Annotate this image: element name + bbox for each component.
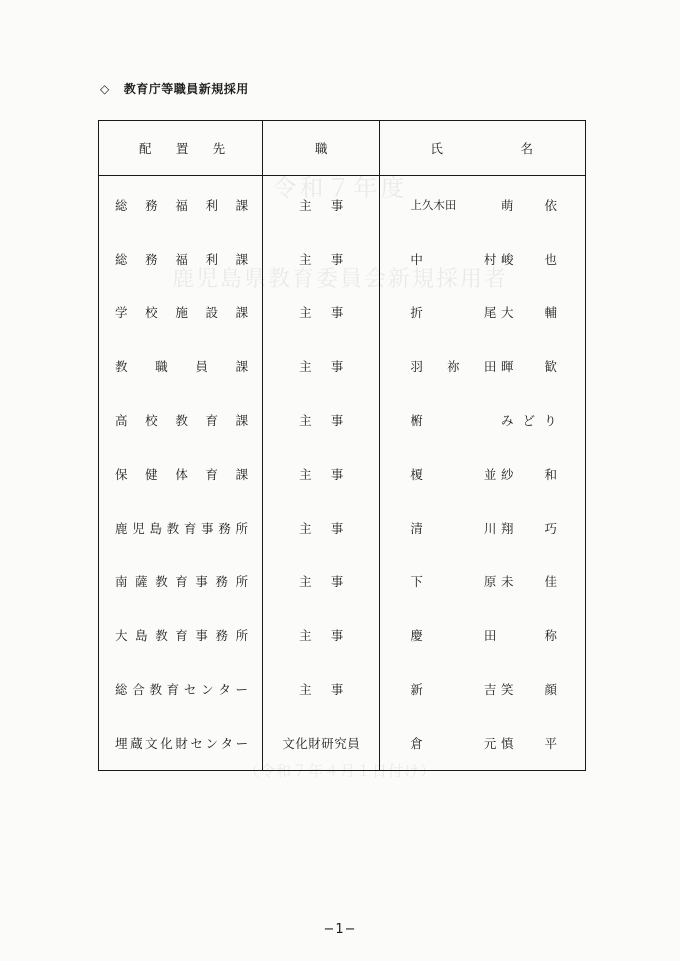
name-text bbox=[380, 519, 585, 537]
placement-text bbox=[115, 572, 248, 590]
char: 福 bbox=[175, 251, 188, 267]
char: 主 bbox=[299, 413, 312, 429]
placement-text bbox=[115, 303, 248, 321]
char: 原 bbox=[483, 574, 497, 590]
char: 主 bbox=[299, 520, 312, 536]
cell-placement bbox=[99, 608, 263, 662]
table-row bbox=[99, 501, 586, 555]
placement-text bbox=[115, 411, 248, 429]
table-row bbox=[99, 716, 586, 770]
char: 利 bbox=[205, 197, 218, 213]
char: 員 bbox=[195, 359, 208, 375]
staff-table bbox=[98, 120, 586, 771]
char: 折 bbox=[410, 305, 423, 321]
cell-post bbox=[263, 662, 380, 716]
char: ー bbox=[235, 735, 249, 751]
char: り bbox=[543, 413, 557, 429]
char: 暉 bbox=[501, 359, 514, 375]
post-text bbox=[299, 572, 343, 590]
char: 薩 bbox=[135, 574, 148, 590]
section-heading bbox=[100, 80, 249, 97]
char: 主 bbox=[299, 574, 312, 590]
surname bbox=[410, 626, 496, 644]
char: 事 bbox=[201, 520, 214, 536]
char: 輔 bbox=[544, 305, 557, 321]
char: 佳 bbox=[544, 574, 557, 590]
char: 設 bbox=[205, 305, 218, 321]
char: 利 bbox=[205, 251, 218, 267]
char: 育 bbox=[205, 466, 218, 482]
cell-name bbox=[380, 716, 586, 770]
name-text bbox=[380, 357, 585, 375]
char: 高 bbox=[115, 413, 128, 429]
cell-placement bbox=[99, 286, 263, 340]
char: 所 bbox=[235, 628, 249, 644]
surname bbox=[410, 411, 496, 429]
char: 尾 bbox=[483, 305, 497, 321]
char: 務 bbox=[215, 628, 228, 644]
table-body bbox=[99, 176, 586, 771]
given-name bbox=[501, 626, 557, 644]
char: 元 bbox=[483, 735, 497, 751]
surname: 上久木田 bbox=[410, 197, 457, 212]
char: 総 bbox=[115, 682, 128, 698]
char: 育 bbox=[205, 413, 218, 429]
char: 総 bbox=[115, 197, 128, 213]
cell-name bbox=[380, 501, 586, 555]
cell-name bbox=[380, 286, 586, 340]
cell-post bbox=[263, 176, 380, 232]
char: 萌 bbox=[501, 197, 514, 213]
char: ど bbox=[522, 413, 536, 429]
char: 学 bbox=[115, 305, 128, 321]
char: 課 bbox=[235, 466, 249, 482]
given-name bbox=[501, 196, 557, 214]
post-text bbox=[299, 465, 343, 483]
char: 置 bbox=[175, 141, 189, 156]
cell-placement bbox=[99, 662, 263, 716]
given-name bbox=[501, 250, 557, 268]
page-number: −1− bbox=[323, 922, 357, 937]
char: 大 bbox=[115, 628, 128, 644]
post-text bbox=[299, 626, 343, 644]
cell-name bbox=[380, 176, 586, 232]
char: セ bbox=[183, 682, 197, 698]
post-text bbox=[299, 196, 343, 214]
char: 事 bbox=[330, 251, 344, 267]
char: 事 bbox=[195, 574, 208, 590]
surname bbox=[410, 572, 496, 590]
char: 紗 bbox=[501, 466, 514, 482]
table-row bbox=[99, 176, 586, 232]
table-row bbox=[99, 662, 586, 716]
cell-post bbox=[263, 608, 380, 662]
name-text bbox=[380, 680, 585, 698]
placement-text bbox=[115, 519, 248, 537]
post-text bbox=[299, 357, 343, 375]
given-name bbox=[501, 519, 557, 537]
placement-text bbox=[115, 465, 248, 483]
char: 事 bbox=[330, 520, 344, 536]
char: 先 bbox=[212, 141, 226, 156]
table-row bbox=[99, 447, 586, 501]
char: 育 bbox=[166, 682, 180, 698]
char: 育 bbox=[183, 520, 197, 536]
char: ー bbox=[235, 682, 249, 698]
char: 課 bbox=[235, 359, 249, 375]
char: 務 bbox=[218, 520, 231, 536]
char: 事 bbox=[330, 305, 344, 321]
char: 体 bbox=[175, 466, 188, 482]
cell-post bbox=[263, 339, 380, 393]
char: 事 bbox=[195, 628, 208, 644]
char: 新 bbox=[410, 682, 423, 698]
char: 務 bbox=[145, 197, 158, 213]
char: 田 bbox=[483, 628, 497, 644]
char: 主 bbox=[299, 305, 312, 321]
cell-post bbox=[263, 501, 380, 555]
section-heading-text: 教育庁等職員新規採用 bbox=[123, 82, 249, 96]
cell-name bbox=[380, 232, 586, 286]
surname bbox=[410, 519, 496, 537]
placement-text bbox=[115, 680, 248, 698]
char: 課 bbox=[235, 305, 249, 321]
show-through-text-top: 令和７年度 bbox=[272, 174, 408, 202]
char: 育 bbox=[175, 574, 188, 590]
char: 育 bbox=[175, 628, 188, 644]
char: 財 bbox=[175, 735, 188, 751]
char: 化 bbox=[160, 735, 173, 751]
char: 課 bbox=[235, 251, 249, 267]
char: 主 bbox=[299, 682, 312, 698]
char: 健 bbox=[145, 466, 158, 482]
cell-post bbox=[263, 555, 380, 609]
char: 倉 bbox=[410, 735, 423, 751]
post-text bbox=[299, 519, 343, 537]
given-name bbox=[501, 303, 557, 321]
given-name bbox=[501, 572, 557, 590]
char: 事 bbox=[330, 466, 344, 482]
header-placement-label bbox=[139, 139, 225, 157]
table-row bbox=[99, 608, 586, 662]
char: 所 bbox=[235, 574, 249, 590]
char: 歓 bbox=[544, 359, 557, 375]
char: 並 bbox=[483, 466, 497, 482]
cell-placement bbox=[99, 501, 263, 555]
table-row bbox=[99, 232, 586, 286]
cell-post bbox=[263, 716, 380, 770]
char: 事 bbox=[330, 628, 344, 644]
placement-text bbox=[115, 196, 248, 214]
given-name bbox=[501, 465, 557, 483]
char: セ bbox=[190, 735, 203, 751]
char: 峻 bbox=[501, 251, 514, 267]
placement-text bbox=[115, 734, 248, 752]
surname bbox=[410, 250, 496, 268]
cell-post bbox=[263, 393, 380, 447]
cell-name bbox=[380, 339, 586, 393]
char: 教 bbox=[175, 413, 188, 429]
char: 慎 bbox=[501, 735, 514, 751]
cell-name bbox=[380, 608, 586, 662]
surname bbox=[410, 680, 496, 698]
cell-post bbox=[263, 447, 380, 501]
cell-name bbox=[380, 447, 586, 501]
char: 事 bbox=[330, 197, 344, 213]
surname bbox=[410, 357, 496, 375]
char: 慶 bbox=[410, 628, 423, 644]
char: 名 bbox=[520, 141, 533, 156]
surname bbox=[410, 734, 496, 752]
table-row bbox=[99, 393, 586, 447]
char: 南 bbox=[115, 574, 128, 590]
cell-post bbox=[263, 286, 380, 340]
header-name bbox=[380, 121, 586, 176]
char: 児 bbox=[132, 520, 145, 536]
char: 配 bbox=[139, 141, 152, 156]
char: 蔵 bbox=[130, 735, 143, 751]
cell-placement bbox=[99, 232, 263, 286]
char: 教 bbox=[155, 628, 168, 644]
given-name bbox=[501, 680, 557, 698]
placement-text bbox=[115, 357, 248, 375]
table-row bbox=[99, 555, 586, 609]
header-post: 職 bbox=[263, 121, 380, 176]
char: 主 bbox=[299, 628, 312, 644]
char: 課 bbox=[235, 197, 249, 213]
char: 顔 bbox=[544, 682, 557, 698]
show-through-text-title: 鹿児島県教育委員会新規採用者 bbox=[171, 267, 508, 292]
char: 祢 bbox=[447, 359, 460, 375]
char: 称 bbox=[544, 628, 557, 644]
placement-text bbox=[115, 250, 248, 268]
table-header-row bbox=[99, 121, 586, 176]
header-placement bbox=[99, 121, 263, 176]
cell-placement bbox=[99, 555, 263, 609]
name-text bbox=[380, 196, 585, 214]
name-text bbox=[380, 465, 585, 483]
post-text bbox=[299, 411, 343, 429]
char: 巧 bbox=[544, 520, 557, 536]
table-row bbox=[99, 286, 586, 340]
char: 教 bbox=[155, 574, 168, 590]
char: 施 bbox=[175, 305, 188, 321]
cell-name bbox=[380, 393, 586, 447]
char: 総 bbox=[115, 251, 128, 267]
char: タ bbox=[218, 682, 231, 698]
char: 島 bbox=[149, 520, 162, 536]
given-name bbox=[501, 357, 557, 375]
name-text bbox=[380, 303, 585, 321]
char: 事 bbox=[330, 413, 344, 429]
name-text bbox=[380, 734, 585, 752]
placement-text bbox=[115, 626, 248, 644]
char: 務 bbox=[145, 251, 158, 267]
show-through-text-bottom: （令和７年４月１日付け） bbox=[243, 762, 436, 780]
char: 笑 bbox=[501, 682, 514, 698]
cell-post bbox=[263, 232, 380, 286]
char: 吉 bbox=[483, 682, 497, 698]
char: ン bbox=[201, 682, 214, 698]
char: 務 bbox=[215, 574, 228, 590]
char: 榎 bbox=[410, 466, 423, 482]
char: 職 bbox=[155, 359, 168, 375]
cell-placement bbox=[99, 716, 263, 770]
char: 合 bbox=[132, 682, 145, 698]
char: 事 bbox=[330, 359, 344, 375]
char: 所 bbox=[235, 520, 249, 536]
cell-placement bbox=[99, 447, 263, 501]
char: 川 bbox=[483, 520, 497, 536]
char: み bbox=[501, 413, 515, 429]
char: 教 bbox=[149, 682, 162, 698]
char: 依 bbox=[544, 197, 557, 213]
char: 大 bbox=[501, 305, 514, 321]
char: 福 bbox=[175, 197, 188, 213]
name-text bbox=[380, 250, 585, 268]
cell-placement bbox=[99, 339, 263, 393]
given-name bbox=[501, 411, 557, 429]
char: 教 bbox=[166, 520, 180, 536]
char: 校 bbox=[145, 305, 158, 321]
char: 和 bbox=[544, 466, 557, 482]
char: 埋 bbox=[115, 735, 128, 751]
char: 氏 bbox=[430, 141, 443, 156]
char: 村 bbox=[483, 251, 497, 267]
post-text bbox=[299, 303, 343, 321]
cell-placement bbox=[99, 393, 263, 447]
char: 事 bbox=[330, 682, 344, 698]
char: 椨 bbox=[410, 413, 423, 429]
char: 羽 bbox=[410, 359, 423, 375]
char: 保 bbox=[115, 466, 128, 482]
char: 教 bbox=[115, 359, 128, 375]
table-row bbox=[99, 339, 586, 393]
cell-placement bbox=[99, 176, 263, 232]
char: 清 bbox=[410, 520, 423, 536]
char: 主 bbox=[299, 197, 312, 213]
char: 主 bbox=[299, 251, 312, 267]
char: ン bbox=[205, 735, 218, 751]
header-name-label bbox=[430, 139, 533, 157]
cell-name bbox=[380, 662, 586, 716]
char: タ bbox=[220, 735, 234, 751]
char: 平 bbox=[544, 735, 557, 751]
char: 田 bbox=[483, 359, 497, 375]
char: 鹿 bbox=[115, 520, 128, 536]
surname bbox=[410, 465, 496, 483]
char: 未 bbox=[501, 574, 514, 590]
char: 下 bbox=[410, 574, 423, 590]
cell-name bbox=[380, 555, 586, 609]
name-text bbox=[380, 626, 585, 644]
char: 主 bbox=[299, 466, 312, 482]
char: 翔 bbox=[501, 520, 514, 536]
char: 島 bbox=[135, 628, 148, 644]
char: 中 bbox=[410, 251, 423, 267]
surname bbox=[410, 303, 496, 321]
post-text bbox=[299, 680, 343, 698]
char: 也 bbox=[544, 251, 557, 267]
char: 文 bbox=[145, 735, 158, 751]
char: 事 bbox=[330, 574, 344, 590]
name-text bbox=[380, 411, 585, 429]
post-text bbox=[299, 250, 343, 268]
given-name bbox=[501, 734, 557, 752]
char: 課 bbox=[235, 413, 249, 429]
char: 主 bbox=[299, 359, 312, 375]
char: 校 bbox=[145, 413, 158, 429]
name-text bbox=[380, 572, 585, 590]
post-text: 文化財研究員 bbox=[282, 735, 361, 751]
diamond-icon: ◇ bbox=[100, 82, 110, 96]
